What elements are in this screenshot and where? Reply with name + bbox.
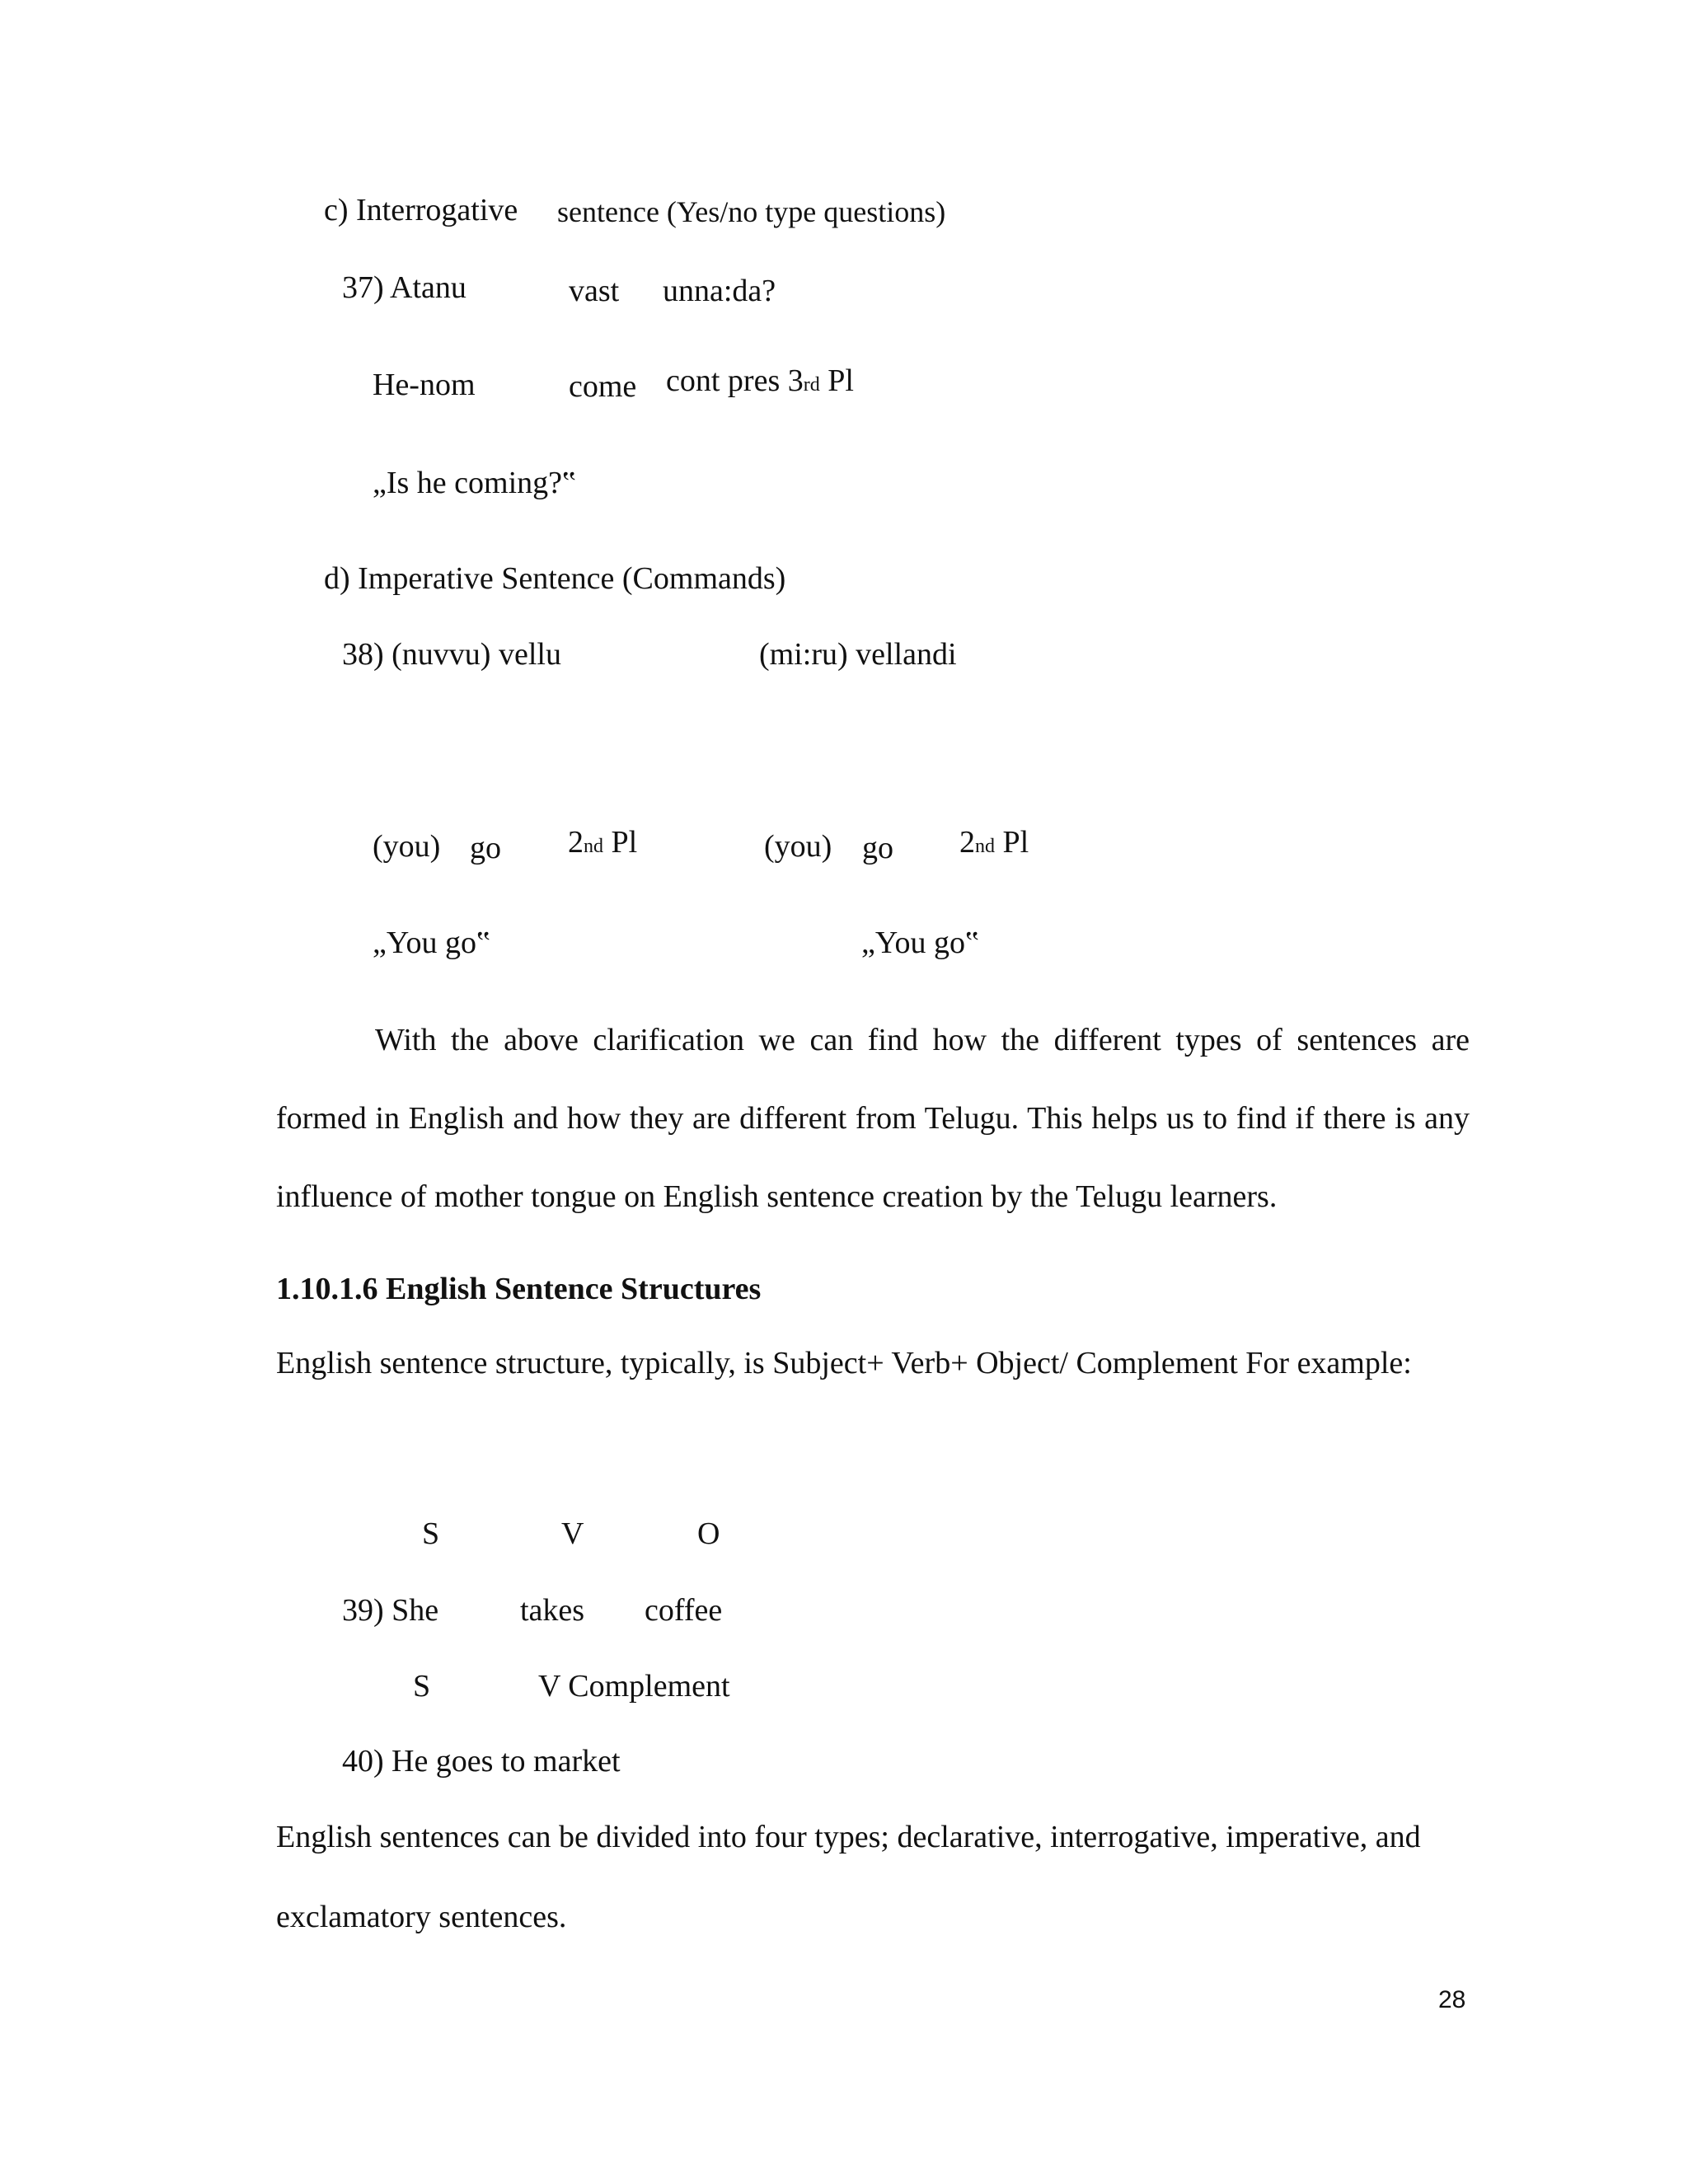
example-39-object-label: O [697, 1516, 720, 1551]
example-39-subject-label: S [422, 1516, 440, 1551]
example-37-gloss3: cont pres 3rd Pl [666, 363, 854, 398]
example-38-gloss-right-person: 2nd Pl [959, 825, 1029, 860]
example-37-word2: vast [569, 274, 620, 308]
body-paragraph-text: With the above clarification we can find how the different types of sentences are formed in English and how they are different from Telugu. This helps us to find if there is any influence of mother tongue on English sentence creation by the Telugu learners. [276, 1023, 1470, 1214]
example-38-translation-left: „You go‟ [373, 926, 490, 960]
page-number: 28 [1438, 1986, 1466, 2013]
example-37-gloss2: come [569, 369, 637, 404]
example-37-word3: unna:da? [663, 274, 776, 308]
example-38-gloss-left-you: (you) [373, 829, 441, 864]
example-38-gloss-right-you: (you) [764, 829, 832, 864]
example-37-word1: 37) Atanu [342, 270, 467, 305]
example-39-verb-label: V [561, 1516, 584, 1551]
example-40-sentence: He goes to market [392, 1744, 621, 1779]
example-38-left: 38) (nuvvu) vellu [342, 637, 561, 672]
section-d-label: d) Imperative Sentence (Commands) [324, 561, 786, 596]
section-heading: 1.10.1.6 English Sentence Structures [276, 1272, 762, 1306]
closing-paragraph-line1: English sentences can be divided into four types; declarative, interrogative, imperative, and [276, 1820, 1421, 1854]
example-40-subject-label: S [413, 1669, 431, 1704]
example-39-subject: 39) She [342, 1593, 439, 1628]
example-38-gloss-left-go: go [470, 831, 501, 865]
closing-paragraph-line2: exclamatory sentences. [276, 1900, 567, 1934]
example-40-number: 40) [342, 1744, 384, 1779]
structure-intro: English sentence structure, typically, is Subject+ Verb+ Object/ Complement For example: [276, 1346, 1412, 1380]
example-38-gloss-right-go: go [862, 831, 893, 865]
example-39-verb: takes [520, 1593, 585, 1628]
section-c-description: sentence (Yes/no type questions) [557, 195, 946, 228]
example-37-gloss1: He-nom [373, 368, 476, 402]
example-38-translation-right: „You go‟ [861, 926, 979, 960]
example-38-right: (mi:ru) vellandi [759, 637, 957, 672]
example-39-object: coffee [645, 1593, 723, 1628]
example-40-verb-complement-label: V Complement [538, 1669, 730, 1704]
example-38-gloss-left-person: 2nd Pl [568, 825, 638, 860]
section-c-label: c) Interrogative [324, 193, 518, 227]
example-37-translation: „Is he coming?‟ [373, 466, 576, 500]
body-paragraph [276, 1001, 1470, 1236]
